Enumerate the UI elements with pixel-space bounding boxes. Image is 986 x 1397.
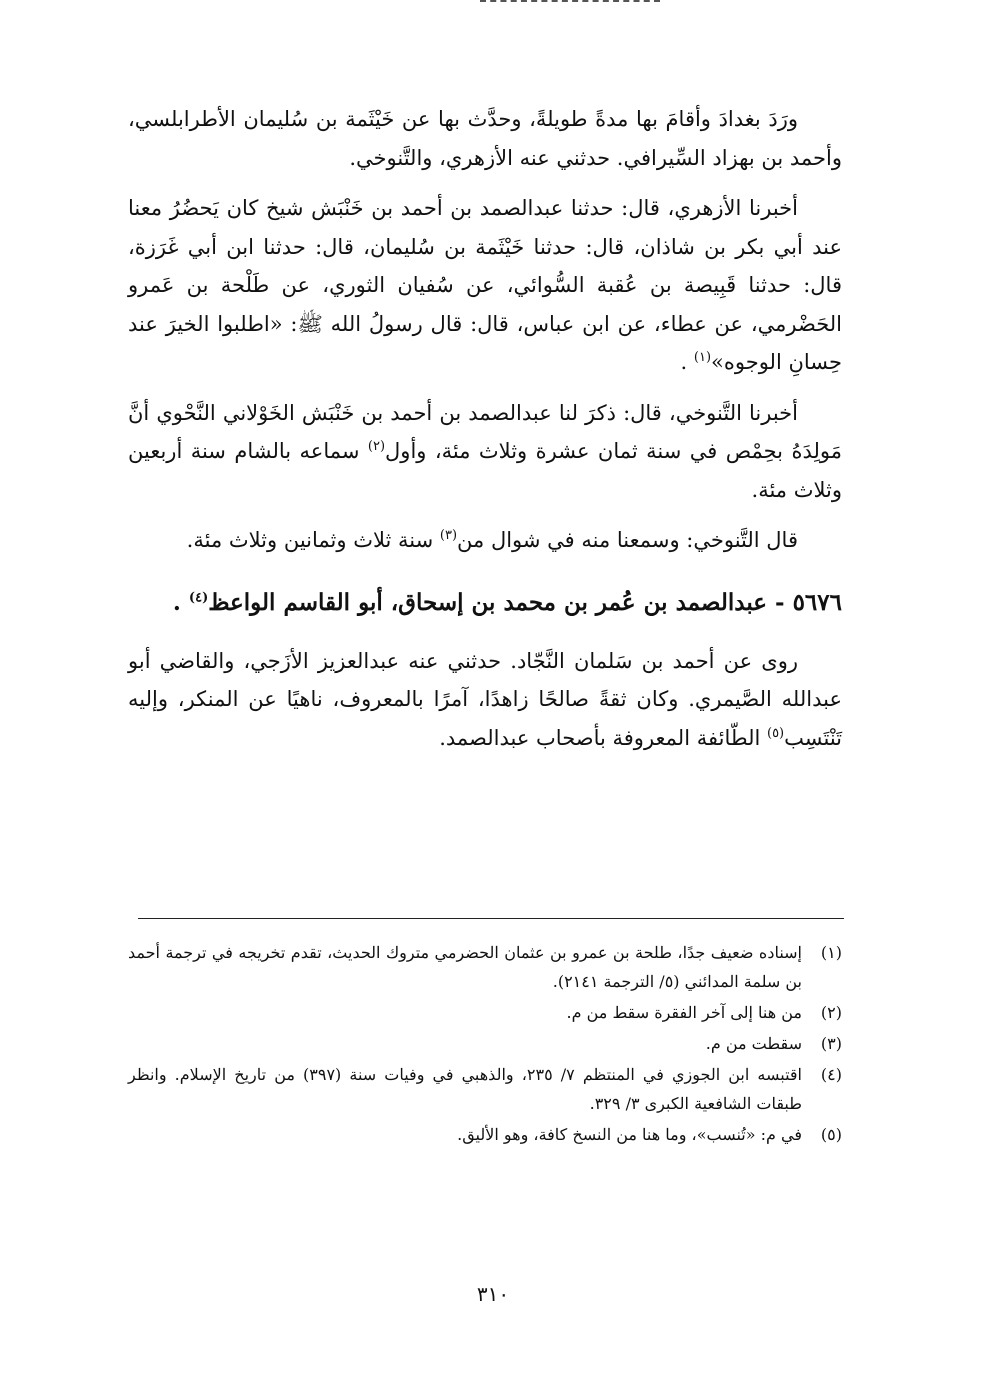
footnote-number: (٤) [820, 1065, 842, 1084]
page-number: ٣١٠ [476, 1282, 510, 1306]
footnotes [128, 938, 842, 1151]
paragraph-2 [128, 189, 842, 382]
footnote-3 [128, 1029, 842, 1058]
footnote-ref-4: (٤) [188, 589, 209, 605]
footnote-number: (١) [820, 943, 842, 962]
paragraph-3-end: سماعه بالشام سنة أربعين وثلاث مئة. [128, 439, 842, 502]
footnote-text: إسناده ضعيف جدًا، طلحة بن عمرو بن عثمان الحضرمي متروك الحديث، تقدم تخريجه في ترجمة أحمد بن سلمة المدائني (٥/ الترجمة ٢١٤١). [128, 943, 802, 991]
paragraph-2-end: . [680, 350, 694, 374]
top-edge-marks [480, 0, 660, 10]
footnote-5 [128, 1120, 842, 1149]
footnote-ref-3: (٣) [439, 528, 458, 543]
footnote-number: (٣) [820, 1034, 842, 1053]
paragraph-3-text: أخبرنا التَّنوخي، قال: ذكرَ لنا عبدالصمد بن أحمد بن خَنْبَش الخَوْلاني النَّحْوي أنَّ مَولِدَهُ بحِمْص في سنة ثمان عشرة وثلاث مئة، وأول [128, 400, 842, 463]
paragraph-4-text: قال التَّنوخي: وسمعنا منه في شوال من [457, 528, 798, 552]
paragraph-4 [128, 521, 842, 560]
paragraph-1-text: ورَدَ بغدادَ وأقامَ بها مدةً طويلةً، وحدَّث بها عن خَيْثَمة بن سُليمان الأطرابلسي، وأحمد بن بهزاد السِّيرافي. حدثني عنه الأزهري، والتَّنوخي. [128, 107, 842, 170]
entry-heading-text: ٥٦٧٦ - عبدالصمد بن عُمر بن محمد بن إسحاق، أبو القاسم الواعظ [208, 588, 842, 616]
entry-heading-end: . [172, 588, 189, 616]
footnote-4 [128, 1060, 842, 1118]
footnote-ref-1: (١) [693, 350, 712, 365]
entry-paragraph-text: روى عن أحمد بن سَلمان النَّجّاد. حدثني عنه عبدالعزيز الأزَجي، والقاضي أبو عبدالله الصَّيمري. وكان ثقةً صالحًا زاهدًا، آمرًا بالمعروف، ناهيًا عن المنكر، وإليه تَنْتَسِب [128, 648, 842, 750]
footnote-text: سقطت من م. [705, 1034, 802, 1053]
entry-paragraph-end: الطّائفة المعروفة بأصحاب عبدالصمد. [439, 725, 767, 750]
footnote-ref-2: (٢) [367, 439, 386, 454]
footnote-text: في م: «تُنسب»، وما هنا من النسخ كافة، وهو الأليق. [457, 1125, 802, 1144]
entry-paragraph [128, 642, 842, 758]
footnote-text: اقتبسه ابن الجوزي في المنتظم ٧/ ٢٣٥، والذهبي في وفيات سنة (٣٩٧) من تاريخ الإسلام. وانظر طبقات الشافعية الكبرى ٣/ ٣٢٩. [128, 1065, 802, 1113]
footnote-number: (٢) [820, 1003, 842, 1022]
footnote-2 [128, 998, 842, 1027]
paragraph-1 [128, 100, 842, 177]
paragraph-3 [128, 394, 842, 510]
main-text [128, 100, 842, 769]
footnote-ref-5: (٥) [766, 725, 785, 741]
paragraph-4-end: سنة ثلاث وثمانين وثلاث مئة. [186, 528, 440, 552]
footnote-text: من هنا إلى آخر الفقرة سقط من م. [566, 1003, 802, 1022]
entry-heading [128, 582, 842, 624]
footnote-1 [128, 938, 842, 996]
paragraph-2-text: أخبرنا الأزهري، قال: حدثنا عبدالصمد بن أحمد بن خَنْبَش شيخ كان يَحضُرُ معنا عند أبي بكر بن شاذان، قال: حدثنا خَيْثَمة بن سُليمان، قال: حدثنا ابن أبي غَرَزة، قال: حدثنا قَبِيصة بن عُقبة السُّوائي، عن سُفيان الثوري، عن طَلْحة بن عَمرو الحَضْرمي، عن عطاء، عن ابن عباس، قال: قال رسولُ الله ﷺ: «اطلبوا الخيرَ عند حِسانِ الوجوه» [128, 196, 842, 374]
footnote-number: (٥) [820, 1125, 842, 1144]
footnote-separator [138, 918, 844, 919]
